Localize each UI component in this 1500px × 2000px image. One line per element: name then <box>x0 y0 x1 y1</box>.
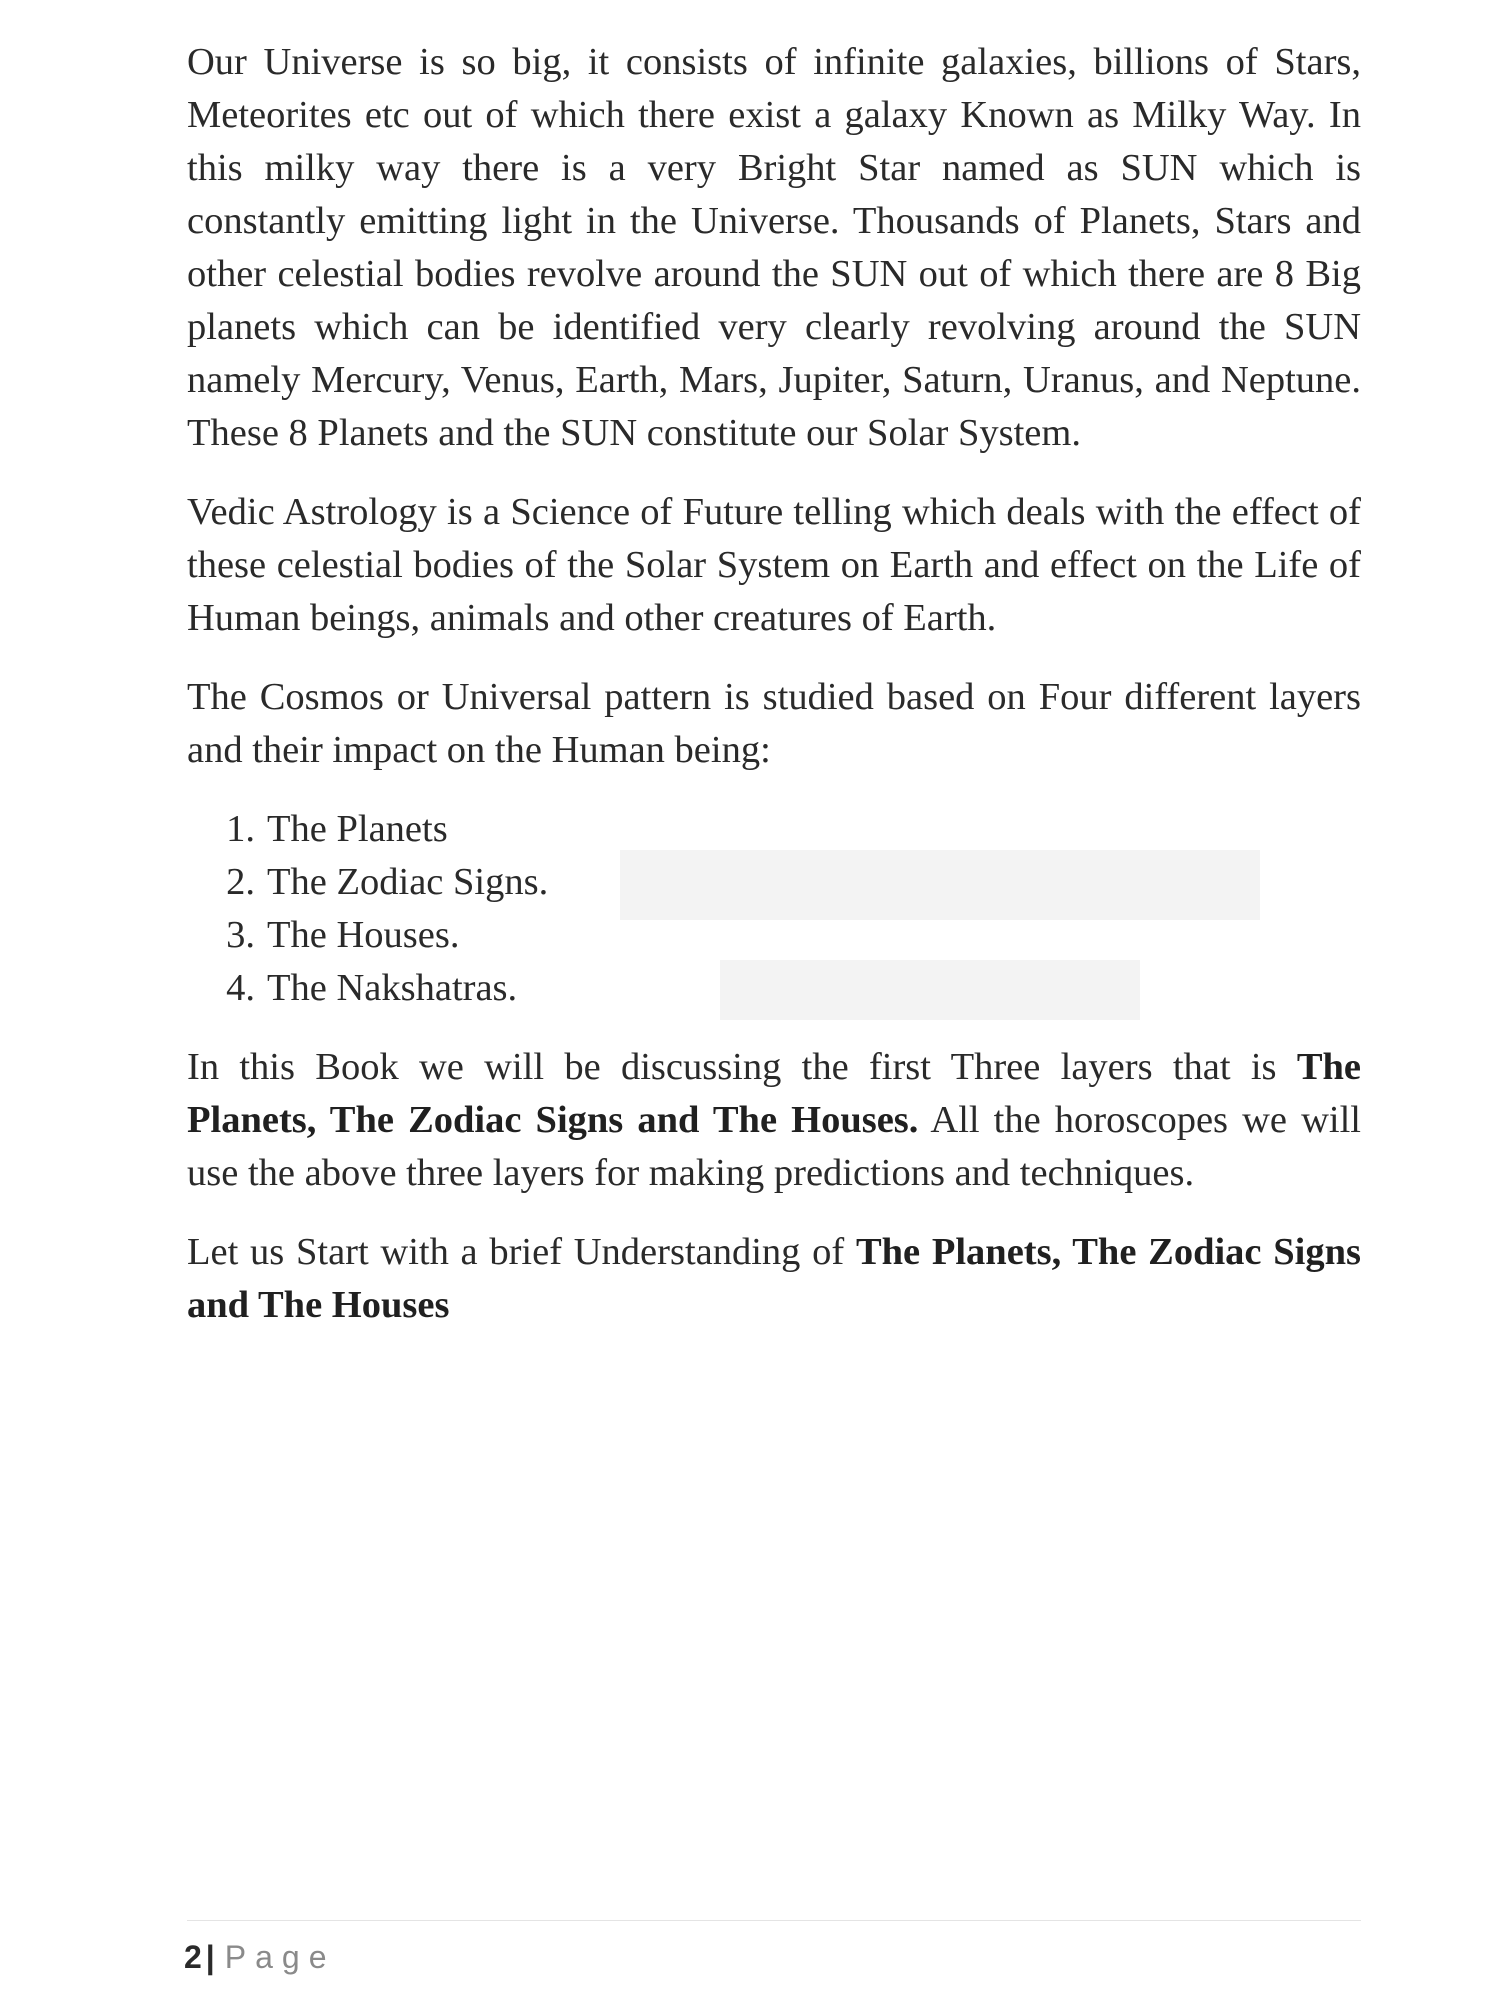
paragraph-start <box>187 1226 1361 1332</box>
book-scope-text: In this Book we will be discussing the first Three layers that is <box>187 1046 1297 1088</box>
list-item <box>187 803 1361 856</box>
paragraph-cosmos-layers: The Cosmos or Universal pattern is studied based on Four different layers and their impact on the Human being: <box>187 676 1361 771</box>
start-bold: The Planets, The Zodiac Signs and The Houses <box>187 1231 1361 1326</box>
book-scope-rest: All the horoscopes we will use the above three layers for making predictions and techniques. <box>187 1099 1361 1194</box>
list-item-number: 1. <box>226 808 255 850</box>
list-item-text: The Nakshatras. <box>267 967 518 1009</box>
list-item-number: 2. <box>226 861 255 903</box>
list-item-text: The Houses. <box>267 914 460 956</box>
page-number: 2 <box>184 1939 202 1975</box>
list-item-text: The Zodiac Signs. <box>267 861 549 903</box>
page-label: Page <box>224 1939 336 1975</box>
paragraph-vedic-astrology: Vedic Astrology is a Science of Future telling which deals with the effect of these celestial bodies of the Solar System on Earth and effect on the Life of Human beings, animals and other creatures of Earth. <box>187 491 1361 639</box>
layers-list <box>187 803 1361 1015</box>
page-body <box>187 36 1361 1358</box>
start-text: Let us Start with a brief Understanding of <box>187 1231 856 1273</box>
page-footer <box>184 1937 335 1977</box>
footer-divider <box>187 1920 1361 1921</box>
paragraph-book-scope <box>187 1041 1361 1200</box>
paragraph-solar-system: Our Universe is so big, it consists of infinite galaxies, billions of Stars, Meteorites etc out of which there exist a galaxy Known as Milky Way. In this milky way there is a very Bright Star named as SUN which is constantly emitting light in the Universe. Thousands of Planets, Stars and other celestial bodies revolve around the SUN out of which there are 8 Big planets which can be identified very clearly revolving around the SUN namely Mercury, Venus, Earth, Mars, Jupiter, Saturn, Uranus, and Neptune. These 8 Planets and the SUN constitute our Solar System. <box>187 41 1361 454</box>
footer-separator: | <box>205 1939 215 1975</box>
list-item-number: 3. <box>226 914 255 956</box>
list-item <box>187 909 1361 962</box>
list-item <box>187 856 1361 909</box>
list-item <box>187 962 1361 1015</box>
list-item-number: 4. <box>226 967 255 1009</box>
list-item-text: The Planets <box>267 808 448 850</box>
book-scope-bold: The Planets, The Zodiac Signs and The Houses. <box>187 1046 1361 1141</box>
